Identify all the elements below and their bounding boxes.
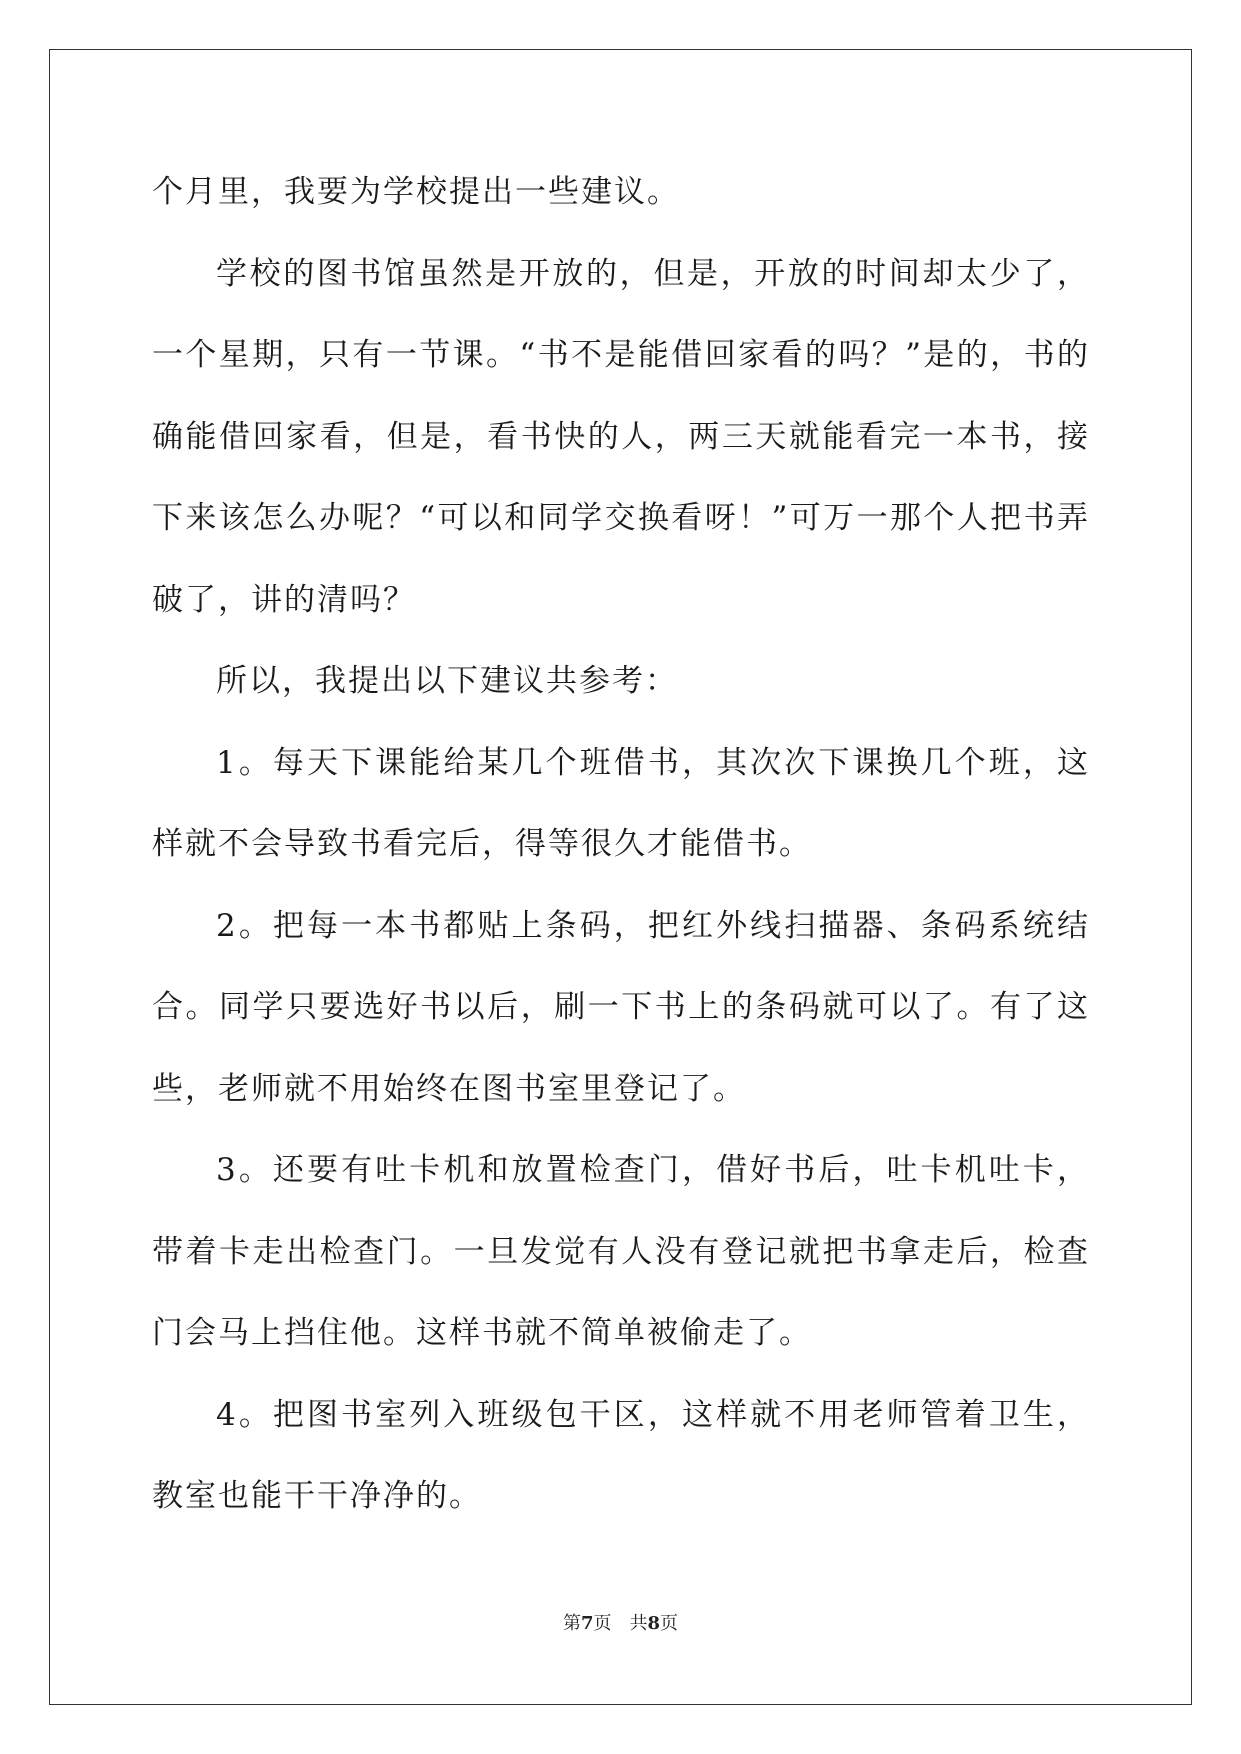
paragraph: 学校的图书馆虽然是开放的，但是，开放的时间却太少了，一个星期，只有一节课。“书不是能借回家看的吗？”是的，书的确能借回家看，但是，看书快的人，两三天就能看完一本书，接下来该怎么办呢？“可以和同学交换看呀！”可万一那个人把书弄破了，讲的清吗？ (152, 255, 1090, 618)
total-pages-prefix: 共 (629, 1613, 648, 1634)
list-item-3: 3。还要有吐卡机和放置检查门，借好书后，吐卡机吐卡，带着卡走出检查门。一旦发觉有人没有登记就把书拿走后，检查门会马上挡住他。这样书就不简单被偷走了。 (152, 1152, 1090, 1351)
list-item-1: 1。每天下课能给某几个班借书，其次次下课换几个班，这样就不会导致书看完后，得等很久才能借书。 (152, 744, 1090, 862)
total-pages-number: 8 (647, 1613, 661, 1634)
current-page-number: 7 (580, 1613, 594, 1634)
paragraph: 个月里，我要为学校提出一些建议。 (152, 174, 680, 210)
page-footer (0, 1609, 1241, 1635)
list-item-2: 2。把每一本书都贴上条码，把红外线扫描器、条码系统结合。同学只要选好书以后，刷一下书上的条码就可以了。有了这些，老师就不用始终在图书室里登记了。 (152, 907, 1090, 1107)
list-item-4: 4。把图书室列入班级包干区，这样就不用老师管着卫生，教室也能干干净净的。 (152, 1396, 1090, 1514)
page-number-suffix: 页 (593, 1613, 612, 1634)
document-body (152, 152, 1090, 1538)
total-pages-suffix: 页 (660, 1613, 679, 1634)
page-number-prefix: 第 (562, 1613, 581, 1634)
paragraph: 所以，我提出以下建议共参考： (216, 663, 678, 699)
